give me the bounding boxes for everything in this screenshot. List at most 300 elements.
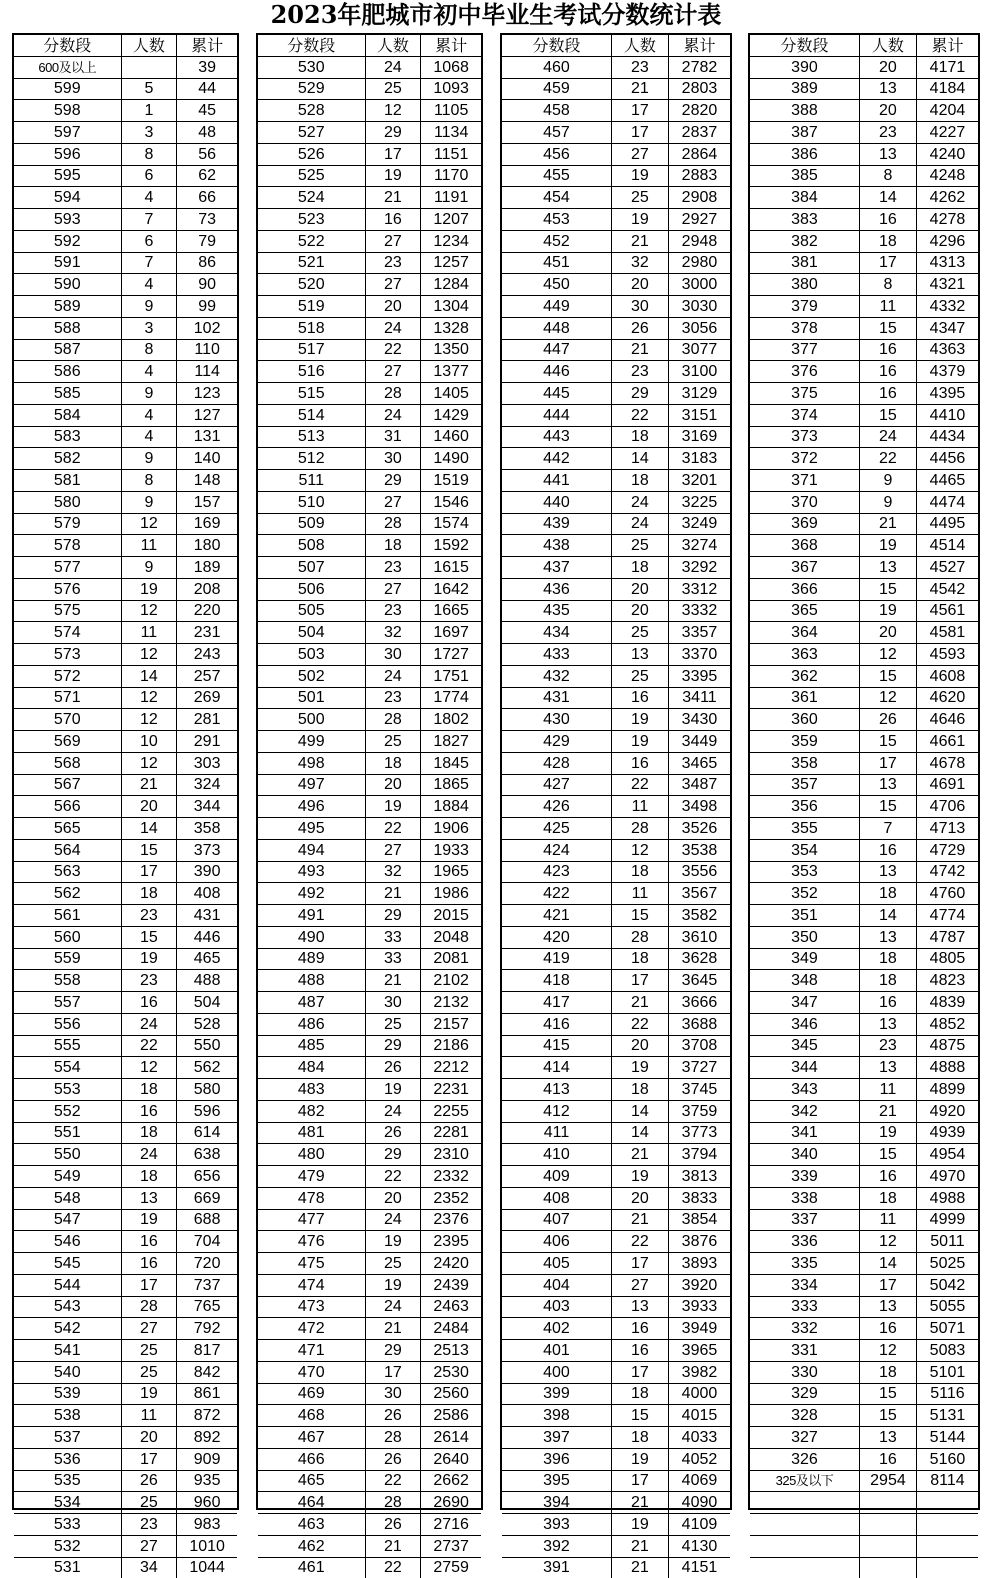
count-cell: 16 [121,1253,177,1275]
score-cell: 475 [258,1253,365,1275]
count-cell: 32 [365,622,421,644]
count-cell: 17 [611,1253,668,1275]
table-row [258,122,481,144]
score-cell: 597 [14,122,121,144]
score-cell: 370 [750,491,859,513]
table-row [502,1535,730,1557]
score-cell: 578 [14,535,121,557]
score-cell: 530 [258,56,365,78]
cumulative-cell: 4465 [916,470,978,492]
cumulative-cell: 140 [177,448,237,470]
score-cell: 545 [14,1253,121,1275]
table-row [258,1187,481,1209]
table-row [14,818,237,840]
count-cell: 13 [859,1427,916,1449]
cumulative-cell: 2310 [421,1144,481,1166]
table-row [750,1535,978,1557]
table-row [258,622,481,644]
score-cell: 467 [258,1427,365,1449]
cumulative-cell: 2662 [421,1470,481,1492]
cumulative-cell: 3854 [668,1209,730,1231]
score-cell: 474 [258,1274,365,1296]
score-cell: 563 [14,861,121,883]
table-row [750,687,978,709]
count-cell: 20 [365,774,421,796]
score-cell: 538 [14,1405,121,1427]
score-cell: 585 [14,383,121,405]
count-cell: 4 [121,274,177,296]
table-row [502,317,730,339]
table-row [14,1470,237,1492]
score-cell: 529 [258,78,365,100]
table-row [502,1340,730,1362]
cumulative-cell: 2716 [421,1514,481,1536]
score-cell: 377 [750,339,859,361]
count-cell: 25 [365,78,421,100]
cumulative-cell: 3982 [668,1361,730,1383]
count-cell: 16 [611,1318,668,1340]
count-cell: 30 [611,296,668,318]
score-cell: 337 [750,1209,859,1231]
cumulative-cell: 1350 [421,339,481,361]
count-cell: 9 [121,448,177,470]
score-cell: 357 [750,774,859,796]
count-cell: 19 [611,1166,668,1188]
count-cell: 13 [859,1013,916,1035]
table-row [14,1231,237,1253]
cumulative-cell: 2484 [421,1318,481,1340]
count-cell: 17 [611,1470,668,1492]
score-cell: 595 [14,165,121,187]
count-cell: 1 [121,100,177,122]
table-row [750,1296,978,1318]
score-cell: 544 [14,1274,121,1296]
score-cell: 599 [14,78,121,100]
table-row [502,100,730,122]
cumulative-cell: 1884 [421,796,481,818]
cumulative-cell: 1257 [421,252,481,274]
table-row [502,1013,730,1035]
count-cell: 33 [365,948,421,970]
cumulative-cell: 4999 [916,1209,978,1231]
table-row [502,1057,730,1079]
table-row [14,1100,237,1122]
score-cell: 517 [258,339,365,361]
table-row [258,687,481,709]
table-row [258,557,481,579]
count-cell: 12 [121,600,177,622]
score-cell: 531 [14,1557,121,1578]
table-row [258,1209,481,1231]
cumulative-cell: 842 [177,1361,237,1383]
score-cell: 339 [750,1166,859,1188]
score-cell: 355 [750,818,859,840]
cumulative-cell: 220 [177,600,237,622]
table-row [502,1405,730,1427]
score-cell: 580 [14,491,121,513]
table-row [750,1187,978,1209]
count-cell: 24 [365,665,421,687]
cumulative-cell: 2513 [421,1340,481,1362]
count-cell: 18 [611,1427,668,1449]
table-row [502,992,730,1014]
cumulative-cell: 1519 [421,470,481,492]
count-cell: 21 [365,970,421,992]
count-cell: 3 [121,122,177,144]
cumulative-cell: 4661 [916,731,978,753]
cumulative-cell: 4805 [916,948,978,970]
score-cell: 458 [502,100,611,122]
score-cell: 514 [258,404,365,426]
score-cell: 567 [14,774,121,796]
count-cell: 20 [121,796,177,818]
cumulative-cell: 446 [177,926,237,948]
table-row [14,491,237,513]
score-cell: 333 [750,1296,859,1318]
score-cell: 395 [502,1470,611,1492]
table-row [258,839,481,861]
count-cell: 20 [365,296,421,318]
count-cell: 27 [611,1274,668,1296]
cumulative-cell: 1093 [421,78,481,100]
count-cell: 30 [365,992,421,1014]
cumulative-cell: 4278 [916,209,978,231]
score-cell: 353 [750,861,859,883]
count-cell: 15 [859,1144,916,1166]
cumulative-cell: 1304 [421,296,481,318]
score-cell: 408 [502,1187,611,1209]
cumulative-cell: 2614 [421,1427,481,1449]
score-cell: 359 [750,731,859,753]
count-cell: 19 [611,1514,668,1536]
cumulative-cell: 3556 [668,861,730,883]
count-cell: 22 [365,818,421,840]
cumulative-cell: 2560 [421,1383,481,1405]
score-cell: 360 [750,709,859,731]
cumulative-cell: 817 [177,1340,237,1362]
table-row [258,1318,481,1340]
cumulative-cell: 127 [177,404,237,426]
count-cell: 17 [859,752,916,774]
table-row [258,1231,481,1253]
cumulative-cell: 1546 [421,491,481,513]
cumulative-cell: 1615 [421,557,481,579]
table-row [750,470,978,492]
count-cell: 6 [121,165,177,187]
score-cell: 496 [258,796,365,818]
count-cell: 13 [859,1296,916,1318]
cumulative-cell: 4713 [916,818,978,840]
cumulative-cell: 281 [177,709,237,731]
table-row [502,230,730,252]
cumulative-cell: 4920 [916,1100,978,1122]
cumulative-cell: 596 [177,1100,237,1122]
table-row [14,926,237,948]
table-row [750,513,978,535]
score-cell: 334 [750,1274,859,1296]
count-cell: 6 [121,230,177,252]
count-cell: 23 [121,970,177,992]
count-cell: 18 [121,1079,177,1101]
cumulative-cell: 4033 [668,1427,730,1449]
count-cell: 8 [121,470,177,492]
table-row [14,1427,237,1449]
cumulative-cell: 2690 [421,1492,481,1514]
count-cell: 25 [611,535,668,557]
table-row [258,905,481,927]
count-cell: 23 [121,905,177,927]
score-table [750,35,978,1578]
count-cell: 24 [365,317,421,339]
table-row [14,1187,237,1209]
cumulative-cell: 3893 [668,1253,730,1275]
cumulative-cell: 2015 [421,905,481,927]
cumulative-cell: 5025 [916,1253,978,1275]
score-cell: 391 [502,1557,611,1578]
count-cell: 27 [365,230,421,252]
cumulative-cell: 62 [177,165,237,187]
cumulative-cell: 4052 [668,1448,730,1470]
count-cell: 19 [611,209,668,231]
table-row [750,557,978,579]
table-row [502,143,730,165]
cumulative-cell: 291 [177,731,237,753]
count-cell: 34 [121,1557,177,1578]
score-cell: 341 [750,1122,859,1144]
table-row [258,774,481,796]
header-row [258,35,481,56]
score-cell: 336 [750,1231,859,1253]
header-row [750,35,978,56]
count-cell: 8 [121,143,177,165]
count-cell: 15 [859,1405,916,1427]
table-row [750,339,978,361]
count-cell: 9 [121,557,177,579]
count-cell: 29 [365,122,421,144]
cumulative-cell: 580 [177,1079,237,1101]
table-row [750,1448,978,1470]
table-row [750,992,978,1014]
table-row [750,796,978,818]
cumulative-cell: 79 [177,230,237,252]
score-cell: 485 [258,1035,365,1057]
table-row [258,644,481,666]
cumulative-cell: 5042 [916,1274,978,1296]
table-row [14,404,237,426]
score-cell: 452 [502,230,611,252]
cumulative-cell: 504 [177,992,237,1014]
cumulative-cell: 3151 [668,404,730,426]
column-header: 累计 [177,35,237,56]
count-cell: 13 [859,926,916,948]
cumulative-cell: 4130 [668,1535,730,1557]
table-row [502,513,730,535]
table-row [258,317,481,339]
count-cell: 14 [859,187,916,209]
table-row [14,578,237,600]
count-cell: 18 [365,535,421,557]
cumulative-cell: 3645 [668,970,730,992]
score-cell: 589 [14,296,121,318]
cumulative-cell: 656 [177,1166,237,1188]
count-cell: 16 [859,361,916,383]
cumulative-cell: 1774 [421,687,481,709]
count-cell: 26 [365,1122,421,1144]
score-cell: 413 [502,1079,611,1101]
cumulative-cell: 688 [177,1209,237,1231]
count-cell: 15 [859,404,916,426]
table-row [258,187,481,209]
cumulative-cell: 257 [177,665,237,687]
cumulative-cell: 2980 [668,252,730,274]
cumulative-cell: 1665 [421,600,481,622]
score-cell: 469 [258,1383,365,1405]
score-cell: 343 [750,1079,859,1101]
count-cell: 22 [121,1035,177,1057]
count-cell: 12 [121,644,177,666]
table-row [750,1253,978,1275]
cumulative-cell: 4729 [916,839,978,861]
score-cell: 570 [14,709,121,731]
score-cell: 397 [502,1427,611,1449]
count-cell: 2954 [859,1470,916,1492]
count-cell: 15 [859,317,916,339]
count-cell: 15 [121,839,177,861]
table-row [258,296,481,318]
count-cell: 23 [859,1035,916,1057]
table-row [750,404,978,426]
score-cell: 418 [502,970,611,992]
score-cell: 451 [502,252,611,274]
count-cell: 7 [121,252,177,274]
table-row [750,296,978,318]
header-row [502,35,730,56]
score-cell: 480 [258,1144,365,1166]
count-cell: 25 [365,1253,421,1275]
score-cell: 424 [502,839,611,861]
cumulative-cell: 86 [177,252,237,274]
count-cell: 21 [859,1100,916,1122]
count-cell: 21 [611,230,668,252]
score-cell: 415 [502,1035,611,1057]
count-cell: 14 [859,1253,916,1275]
count-cell: 29 [365,1035,421,1057]
table-row [750,1057,978,1079]
cumulative-cell: 4395 [916,383,978,405]
count-cell: 8 [121,339,177,361]
cumulative-cell: 1429 [421,404,481,426]
count-cell: 20 [859,100,916,122]
score-cell: 513 [258,426,365,448]
table-row [14,1166,237,1188]
score-cell: 423 [502,861,611,883]
score-table-3 [500,33,732,1577]
table-row [258,513,481,535]
cumulative-cell: 1151 [421,143,481,165]
cumulative-cell: 861 [177,1383,237,1405]
count-cell: 16 [611,687,668,709]
count-cell: 16 [859,1448,916,1470]
cumulative-cell: 909 [177,1448,237,1470]
table-row [502,1100,730,1122]
table-row [14,1361,237,1383]
score-cell: 388 [750,100,859,122]
score-cell: 421 [502,905,611,927]
score-cell: 367 [750,557,859,579]
cumulative-cell: 3411 [668,687,730,709]
score-cell: 489 [258,948,365,970]
cumulative-cell: 4542 [916,578,978,600]
score-cell: 559 [14,948,121,970]
score-cell: 439 [502,513,611,535]
score-cell: 428 [502,752,611,774]
table-row [14,252,237,274]
score-cell: 486 [258,1013,365,1035]
score-cell: 592 [14,230,121,252]
table-row [14,665,237,687]
cumulative-cell: 180 [177,535,237,557]
cumulative-cell: 4646 [916,709,978,731]
score-cell: 594 [14,187,121,209]
count-cell: 19 [611,1448,668,1470]
score-cell: 411 [502,1122,611,1144]
score-cell: 363 [750,644,859,666]
count-cell: 15 [859,665,916,687]
cumulative-cell: 4347 [916,317,978,339]
score-cell: 487 [258,992,365,1014]
table-row [502,339,730,361]
cumulative-cell: 4456 [916,448,978,470]
table-row [14,1122,237,1144]
count-cell: 21 [365,1318,421,1340]
table-row [750,361,978,383]
count-cell: 27 [121,1535,177,1557]
table-row [502,404,730,426]
score-cell: 371 [750,470,859,492]
cumulative-cell: 4774 [916,905,978,927]
score-cell: 483 [258,1079,365,1101]
cumulative-cell: 2048 [421,926,481,948]
count-cell: 10 [121,731,177,753]
count-cell: 14 [121,665,177,687]
score-cell: 558 [14,970,121,992]
cumulative-cell: 1697 [421,622,481,644]
table-row [258,78,481,100]
count-cell: 11 [121,1405,177,1427]
cumulative-cell: 5131 [916,1405,978,1427]
cumulative-cell: 4678 [916,752,978,774]
table-row [258,1122,481,1144]
cumulative-cell: 4852 [916,1013,978,1035]
cumulative-cell: 2586 [421,1405,481,1427]
table-row [258,535,481,557]
count-cell: 12 [121,752,177,774]
cumulative-cell: 324 [177,774,237,796]
score-cell: 560 [14,926,121,948]
count-cell: 12 [859,1340,916,1362]
score-cell [750,1535,859,1557]
table-row [502,774,730,796]
cumulative-cell: 2908 [668,187,730,209]
score-cell: 338 [750,1187,859,1209]
cumulative-cell: 3949 [668,1318,730,1340]
score-cell: 576 [14,578,121,600]
cumulative-cell: 3688 [668,1013,730,1035]
cumulative-cell: 4090 [668,1492,730,1514]
cumulative-cell: 4839 [916,992,978,1014]
cumulative-cell: 1068 [421,56,481,78]
cumulative-cell: 4410 [916,404,978,426]
